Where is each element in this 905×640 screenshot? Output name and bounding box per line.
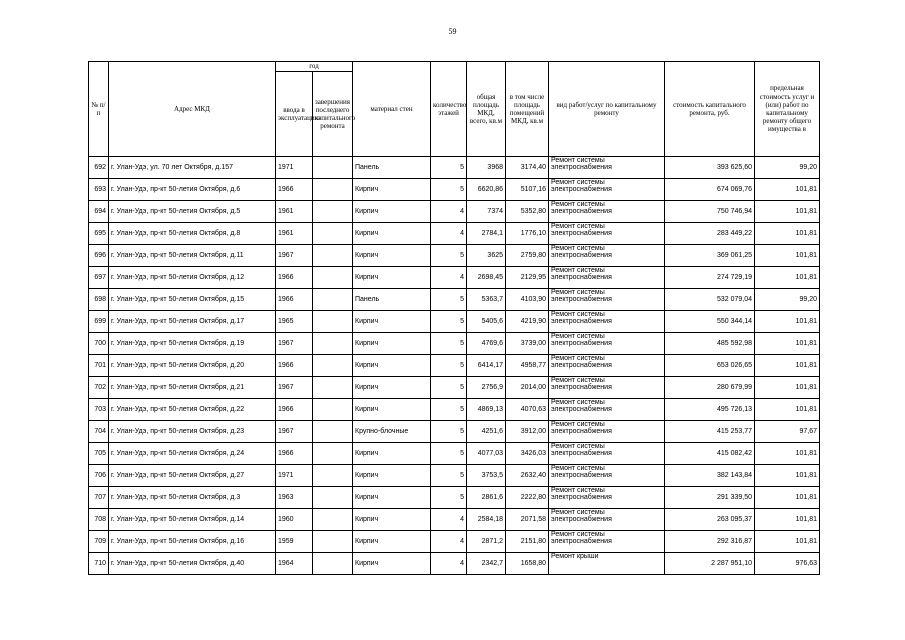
cell-work-type: Ремонт системы электроснабжения: [549, 201, 665, 223]
cell-work-type: Ремонт системы электроснабжения: [549, 355, 665, 377]
cell-floors: 5: [431, 179, 467, 201]
cell-year-commission: 1967: [276, 333, 313, 355]
header-wall-material: материал стен: [353, 62, 431, 157]
cell-wall-material: Кирпич: [353, 333, 431, 355]
cell-year-last-repair: [313, 333, 353, 355]
cell-num: 696: [89, 245, 109, 267]
cell-year-last-repair: [313, 157, 353, 179]
cell-residential-area: 4103,90: [506, 289, 549, 311]
cell-max-cost: 101,81: [755, 223, 820, 245]
table-row: [89, 553, 820, 575]
table-row: [89, 399, 820, 421]
cell-total-area: 2584,18: [467, 509, 506, 531]
cell-address: г. Улан-Удэ, пр-кт 50-летия Октября, д.19: [109, 333, 276, 355]
cell-floors: 5: [431, 465, 467, 487]
cell-year-commission: 1959: [276, 531, 313, 553]
cell-work-type: Ремонт системы электроснабжения: [549, 333, 665, 355]
cell-year-last-repair: [313, 377, 353, 399]
cell-residential-area: 4958,77: [506, 355, 549, 377]
cell-address: г. Улан-Удэ, пр-кт 50-летия Октября, д.8: [109, 223, 276, 245]
header-year-last-repair: завершения последнего капитального ремонта: [313, 72, 353, 157]
cell-floors: 4: [431, 531, 467, 553]
cell-wall-material: Кирпич: [353, 531, 431, 553]
cell-year-commission: 1967: [276, 421, 313, 443]
cell-work-type: Ремонт системы электроснабжения: [549, 399, 665, 421]
cell-cost: 532 079,04: [665, 289, 755, 311]
cell-residential-area: 4070,63: [506, 399, 549, 421]
cell-total-area: 3753,5: [467, 465, 506, 487]
cell-residential-area: 1776,10: [506, 223, 549, 245]
cell-wall-material: Кирпич: [353, 355, 431, 377]
cell-num: 703: [89, 399, 109, 421]
header-work-type: вид работ/услуг по капитальному ремонту: [549, 62, 665, 157]
cell-wall-material: Кирпич: [353, 377, 431, 399]
cell-max-cost: 101,81: [755, 179, 820, 201]
cell-num: 693: [89, 179, 109, 201]
cell-cost: 415 253,77: [665, 421, 755, 443]
cell-work-type: Ремонт системы электроснабжения: [549, 157, 665, 179]
table-row: [89, 311, 820, 333]
header-max-cost: предельная стоимость услуг и (или) работ по капитальному ремонту общего имущества в: [755, 62, 820, 157]
cell-residential-area: 2129,95: [506, 267, 549, 289]
header-total-area: общая площадь МКД, всего, кв.м: [467, 62, 506, 157]
table-row: [89, 157, 820, 179]
cell-floors: 5: [431, 421, 467, 443]
cell-wall-material: Кирпич: [353, 201, 431, 223]
table-row: [89, 245, 820, 267]
cell-max-cost: 976,63: [755, 553, 820, 575]
cell-cost: 674 069,76: [665, 179, 755, 201]
cell-residential-area: 1658,80: [506, 553, 549, 575]
cell-year-last-repair: [313, 553, 353, 575]
table-row: [89, 179, 820, 201]
cell-work-type: Ремонт системы электроснабжения: [549, 377, 665, 399]
cell-work-type: Ремонт системы электроснабжения: [549, 465, 665, 487]
cell-year-commission: 1964: [276, 553, 313, 575]
cell-year-last-repair: [313, 311, 353, 333]
table-row: [89, 377, 820, 399]
cell-work-type: Ремонт системы электроснабжения: [549, 179, 665, 201]
cell-year-last-repair: [313, 223, 353, 245]
cell-wall-material: Кирпич: [353, 443, 431, 465]
cell-total-area: 4869,13: [467, 399, 506, 421]
cell-year-commission: 1960: [276, 509, 313, 531]
cell-address: г. Улан-Удэ, пр-кт 50-летия Октября, д.11: [109, 245, 276, 267]
cell-num: 700: [89, 333, 109, 355]
cell-num: 699: [89, 311, 109, 333]
cell-year-last-repair: [313, 179, 353, 201]
table-row: [89, 355, 820, 377]
cell-floors: 5: [431, 487, 467, 509]
cell-num: 694: [89, 201, 109, 223]
cell-year-last-repair: [313, 509, 353, 531]
cell-max-cost: 101,81: [755, 443, 820, 465]
cell-floors: 5: [431, 399, 467, 421]
cell-total-area: 4769,6: [467, 333, 506, 355]
table-row: [89, 487, 820, 509]
cell-floors: 5: [431, 245, 467, 267]
cell-total-area: 2871,2: [467, 531, 506, 553]
cell-max-cost: 101,81: [755, 355, 820, 377]
cell-cost: 393 625,60: [665, 157, 755, 179]
cell-address: г. Улан-Удэ, пр-кт 50-летия Октября, д.27: [109, 465, 276, 487]
cell-year-last-repair: [313, 465, 353, 487]
cell-num: 695: [89, 223, 109, 245]
cell-residential-area: 2151,80: [506, 531, 549, 553]
cell-residential-area: 3739,00: [506, 333, 549, 355]
cell-work-type: Ремонт системы электроснабжения: [549, 487, 665, 509]
cell-residential-area: 2222,80: [506, 487, 549, 509]
cell-work-type: Ремонт системы электроснабжения: [549, 267, 665, 289]
cell-residential-area: 2632,40: [506, 465, 549, 487]
cell-num: 702: [89, 377, 109, 399]
cell-total-area: 6414,17: [467, 355, 506, 377]
cell-address: г. Улан-Удэ, пр-кт 50-летия Октября, д.24: [109, 443, 276, 465]
cell-year-commission: 1966: [276, 443, 313, 465]
cell-wall-material: Кирпич: [353, 509, 431, 531]
cell-cost: 495 726,13: [665, 399, 755, 421]
cell-wall-material: Крупно-блочные: [353, 421, 431, 443]
cell-wall-material: Панель: [353, 157, 431, 179]
cell-floors: 5: [431, 311, 467, 333]
cell-wall-material: Кирпич: [353, 487, 431, 509]
cell-year-last-repair: [313, 267, 353, 289]
cell-total-area: 3968: [467, 157, 506, 179]
cell-wall-material: Кирпич: [353, 311, 431, 333]
cell-max-cost: 101,81: [755, 245, 820, 267]
cell-num: 698: [89, 289, 109, 311]
cell-num: 708: [89, 509, 109, 531]
cell-year-commission: 1963: [276, 487, 313, 509]
header-residential-area: в том числе площадь помещений МКД, кв.м: [506, 62, 549, 157]
cell-floors: 5: [431, 355, 467, 377]
cell-address: г. Улан-Удэ, пр-кт 50-летия Октября, д.5: [109, 201, 276, 223]
cell-residential-area: 5352,80: [506, 201, 549, 223]
cell-work-type: Ремонт системы электроснабжения: [549, 531, 665, 553]
cell-max-cost: 99,20: [755, 157, 820, 179]
cell-max-cost: 101,81: [755, 311, 820, 333]
table-row: [89, 223, 820, 245]
table-row: [89, 531, 820, 553]
cell-year-last-repair: [313, 443, 353, 465]
cell-year-commission: 1971: [276, 157, 313, 179]
cell-total-area: 5405,6: [467, 311, 506, 333]
table-row: [89, 267, 820, 289]
cell-year-commission: 1966: [276, 267, 313, 289]
cell-work-type: Ремонт системы электроснабжения: [549, 509, 665, 531]
cell-num: 704: [89, 421, 109, 443]
cell-residential-area: 2071,58: [506, 509, 549, 531]
cell-address: г. Улан-Удэ, пр-кт 50-летия Октября, д.21: [109, 377, 276, 399]
cell-year-last-repair: [313, 487, 353, 509]
cell-year-commission: 1961: [276, 201, 313, 223]
cell-max-cost: 101,81: [755, 267, 820, 289]
cell-num: 701: [89, 355, 109, 377]
header-floors: количество этажей: [431, 62, 467, 157]
cell-wall-material: Кирпич: [353, 399, 431, 421]
cell-max-cost: 101,81: [755, 465, 820, 487]
cell-max-cost: 101,81: [755, 201, 820, 223]
cell-year-commission: 1966: [276, 289, 313, 311]
header-num: № п/п: [89, 62, 109, 157]
cell-max-cost: 101,81: [755, 487, 820, 509]
cell-work-type: Ремонт системы электроснабжения: [549, 443, 665, 465]
cell-year-commission: 1961: [276, 223, 313, 245]
cell-year-commission: 1965: [276, 311, 313, 333]
cell-cost: 550 344,14: [665, 311, 755, 333]
cell-address: г. Улан-Удэ, пр-кт 50-летия Октября, д.15: [109, 289, 276, 311]
cell-address: г. Улан-Удэ, пр-кт 50-летия Октября, д.40: [109, 553, 276, 575]
cell-max-cost: 101,81: [755, 333, 820, 355]
cell-work-type: Ремонт системы электроснабжения: [549, 421, 665, 443]
cell-max-cost: 97,67: [755, 421, 820, 443]
cell-num: 709: [89, 531, 109, 553]
cell-year-last-repair: [313, 201, 353, 223]
cell-floors: 4: [431, 553, 467, 575]
cell-year-last-repair: [313, 399, 353, 421]
cell-cost: 291 339,50: [665, 487, 755, 509]
table-row: [89, 421, 820, 443]
cell-year-commission: 1967: [276, 245, 313, 267]
cell-total-area: 2756,9: [467, 377, 506, 399]
cell-wall-material: Кирпич: [353, 179, 431, 201]
table-row: [89, 333, 820, 355]
cell-address: г. Улан-Удэ, пр-кт 50-летия Октября, д.17: [109, 311, 276, 333]
cell-total-area: 7374: [467, 201, 506, 223]
cell-num: 706: [89, 465, 109, 487]
cell-floors: 5: [431, 289, 467, 311]
cell-residential-area: 3174,40: [506, 157, 549, 179]
cell-cost: 750 746,94: [665, 201, 755, 223]
cell-residential-area: 2759,80: [506, 245, 549, 267]
cell-max-cost: 101,81: [755, 531, 820, 553]
cell-floors: 5: [431, 443, 467, 465]
cell-cost: 485 592,98: [665, 333, 755, 355]
table-row: [89, 443, 820, 465]
cell-cost: 2 287 951,10: [665, 553, 755, 575]
cell-address: г. Улан-Удэ, ул. 70 лет Октября, д.157: [109, 157, 276, 179]
cell-work-type: Ремонт крыши: [549, 553, 665, 575]
cell-year-last-repair: [313, 421, 353, 443]
cell-address: г. Улан-Удэ, пр-кт 50-летия Октября, д.6: [109, 179, 276, 201]
cell-floors: 5: [431, 333, 467, 355]
cell-wall-material: Кирпич: [353, 267, 431, 289]
cell-year-last-repair: [313, 245, 353, 267]
cell-year-commission: 1966: [276, 355, 313, 377]
cell-address: г. Улан-Удэ, пр-кт 50-летия Октября, д.12: [109, 267, 276, 289]
cell-year-commission: 1966: [276, 179, 313, 201]
cell-max-cost: 101,81: [755, 399, 820, 421]
cell-year-commission: 1971: [276, 465, 313, 487]
cell-address: г. Улан-Удэ, пр-кт 50-летия Октября, д.22: [109, 399, 276, 421]
cell-total-area: 4251,6: [467, 421, 506, 443]
cell-address: г. Улан-Удэ, пр-кт 50-летия Октября, д.16: [109, 531, 276, 553]
table-row: [89, 465, 820, 487]
cell-work-type: Ремонт системы электроснабжения: [549, 223, 665, 245]
cell-floors: 4: [431, 201, 467, 223]
cell-wall-material: Кирпич: [353, 245, 431, 267]
header-year-commission: ввода в эксплуатацию: [276, 72, 313, 157]
cell-wall-material: Панель: [353, 289, 431, 311]
cell-total-area: 2861,6: [467, 487, 506, 509]
cell-cost: 280 679,99: [665, 377, 755, 399]
table-row: [89, 509, 820, 531]
cell-residential-area: 3912,00: [506, 421, 549, 443]
cell-year-commission: 1966: [276, 399, 313, 421]
cell-address: г. Улан-Удэ, пр-кт 50-летия Октября, д.23: [109, 421, 276, 443]
page-number: 59: [448, 27, 457, 36]
cell-floors: 5: [431, 377, 467, 399]
cell-cost: 653 026,65: [665, 355, 755, 377]
cell-total-area: 3625: [467, 245, 506, 267]
cell-cost: 283 449,22: [665, 223, 755, 245]
cell-floors: 4: [431, 223, 467, 245]
cell-total-area: 2698,45: [467, 267, 506, 289]
cell-address: г. Улан-Удэ, пр-кт 50-летия Октября, д.20: [109, 355, 276, 377]
cell-year-last-repair: [313, 355, 353, 377]
header-cost: стоимость капитального ремонта, руб.: [665, 62, 755, 157]
table-body: [89, 157, 820, 575]
cell-total-area: 2342,7: [467, 553, 506, 575]
cell-year-last-repair: [313, 289, 353, 311]
table-row: [89, 289, 820, 311]
cell-cost: 292 316,87: [665, 531, 755, 553]
cell-wall-material: Кирпич: [353, 465, 431, 487]
cell-wall-material: Кирпич: [353, 553, 431, 575]
cell-floors: 4: [431, 267, 467, 289]
cell-floors: 5: [431, 157, 467, 179]
cell-num: 707: [89, 487, 109, 509]
cell-address: г. Улан-Удэ, пр-кт 50-летия Октября, д.14: [109, 509, 276, 531]
cell-floors: 4: [431, 509, 467, 531]
cell-year-last-repair: [313, 531, 353, 553]
cell-wall-material: Кирпич: [353, 223, 431, 245]
cell-total-area: 6620,86: [467, 179, 506, 201]
cell-residential-area: 3426,03: [506, 443, 549, 465]
cell-max-cost: 101,81: [755, 377, 820, 399]
cell-num: 692: [89, 157, 109, 179]
cell-num: 710: [89, 553, 109, 575]
cell-total-area: 4077,03: [467, 443, 506, 465]
header-year-group: год: [276, 62, 353, 72]
cell-total-area: 5363,7: [467, 289, 506, 311]
cell-work-type: Ремонт системы электроснабжения: [549, 311, 665, 333]
cell-year-commission: 1967: [276, 377, 313, 399]
cell-cost: 263 095,37: [665, 509, 755, 531]
cell-max-cost: 99,20: [755, 289, 820, 311]
cell-cost: 369 061,25: [665, 245, 755, 267]
cell-cost: 274 729,19: [665, 267, 755, 289]
cell-max-cost: 101,81: [755, 509, 820, 531]
cell-cost: 382 143,84: [665, 465, 755, 487]
cell-residential-area: 4219,90: [506, 311, 549, 333]
cell-total-area: 2784,1: [467, 223, 506, 245]
cell-residential-area: 2014,00: [506, 377, 549, 399]
header-address: Адрес МКД: [109, 62, 276, 157]
cell-num: 705: [89, 443, 109, 465]
cell-work-type: Ремонт системы электроснабжения: [549, 245, 665, 267]
cell-residential-area: 5107,16: [506, 179, 549, 201]
housing-repair-table: [88, 61, 820, 575]
cell-cost: 415 082,42: [665, 443, 755, 465]
cell-work-type: Ремонт системы электроснабжения: [549, 289, 665, 311]
cell-num: 697: [89, 267, 109, 289]
cell-address: г. Улан-Удэ, пр-кт 50-летия Октября, д.3: [109, 487, 276, 509]
table-row: [89, 201, 820, 223]
